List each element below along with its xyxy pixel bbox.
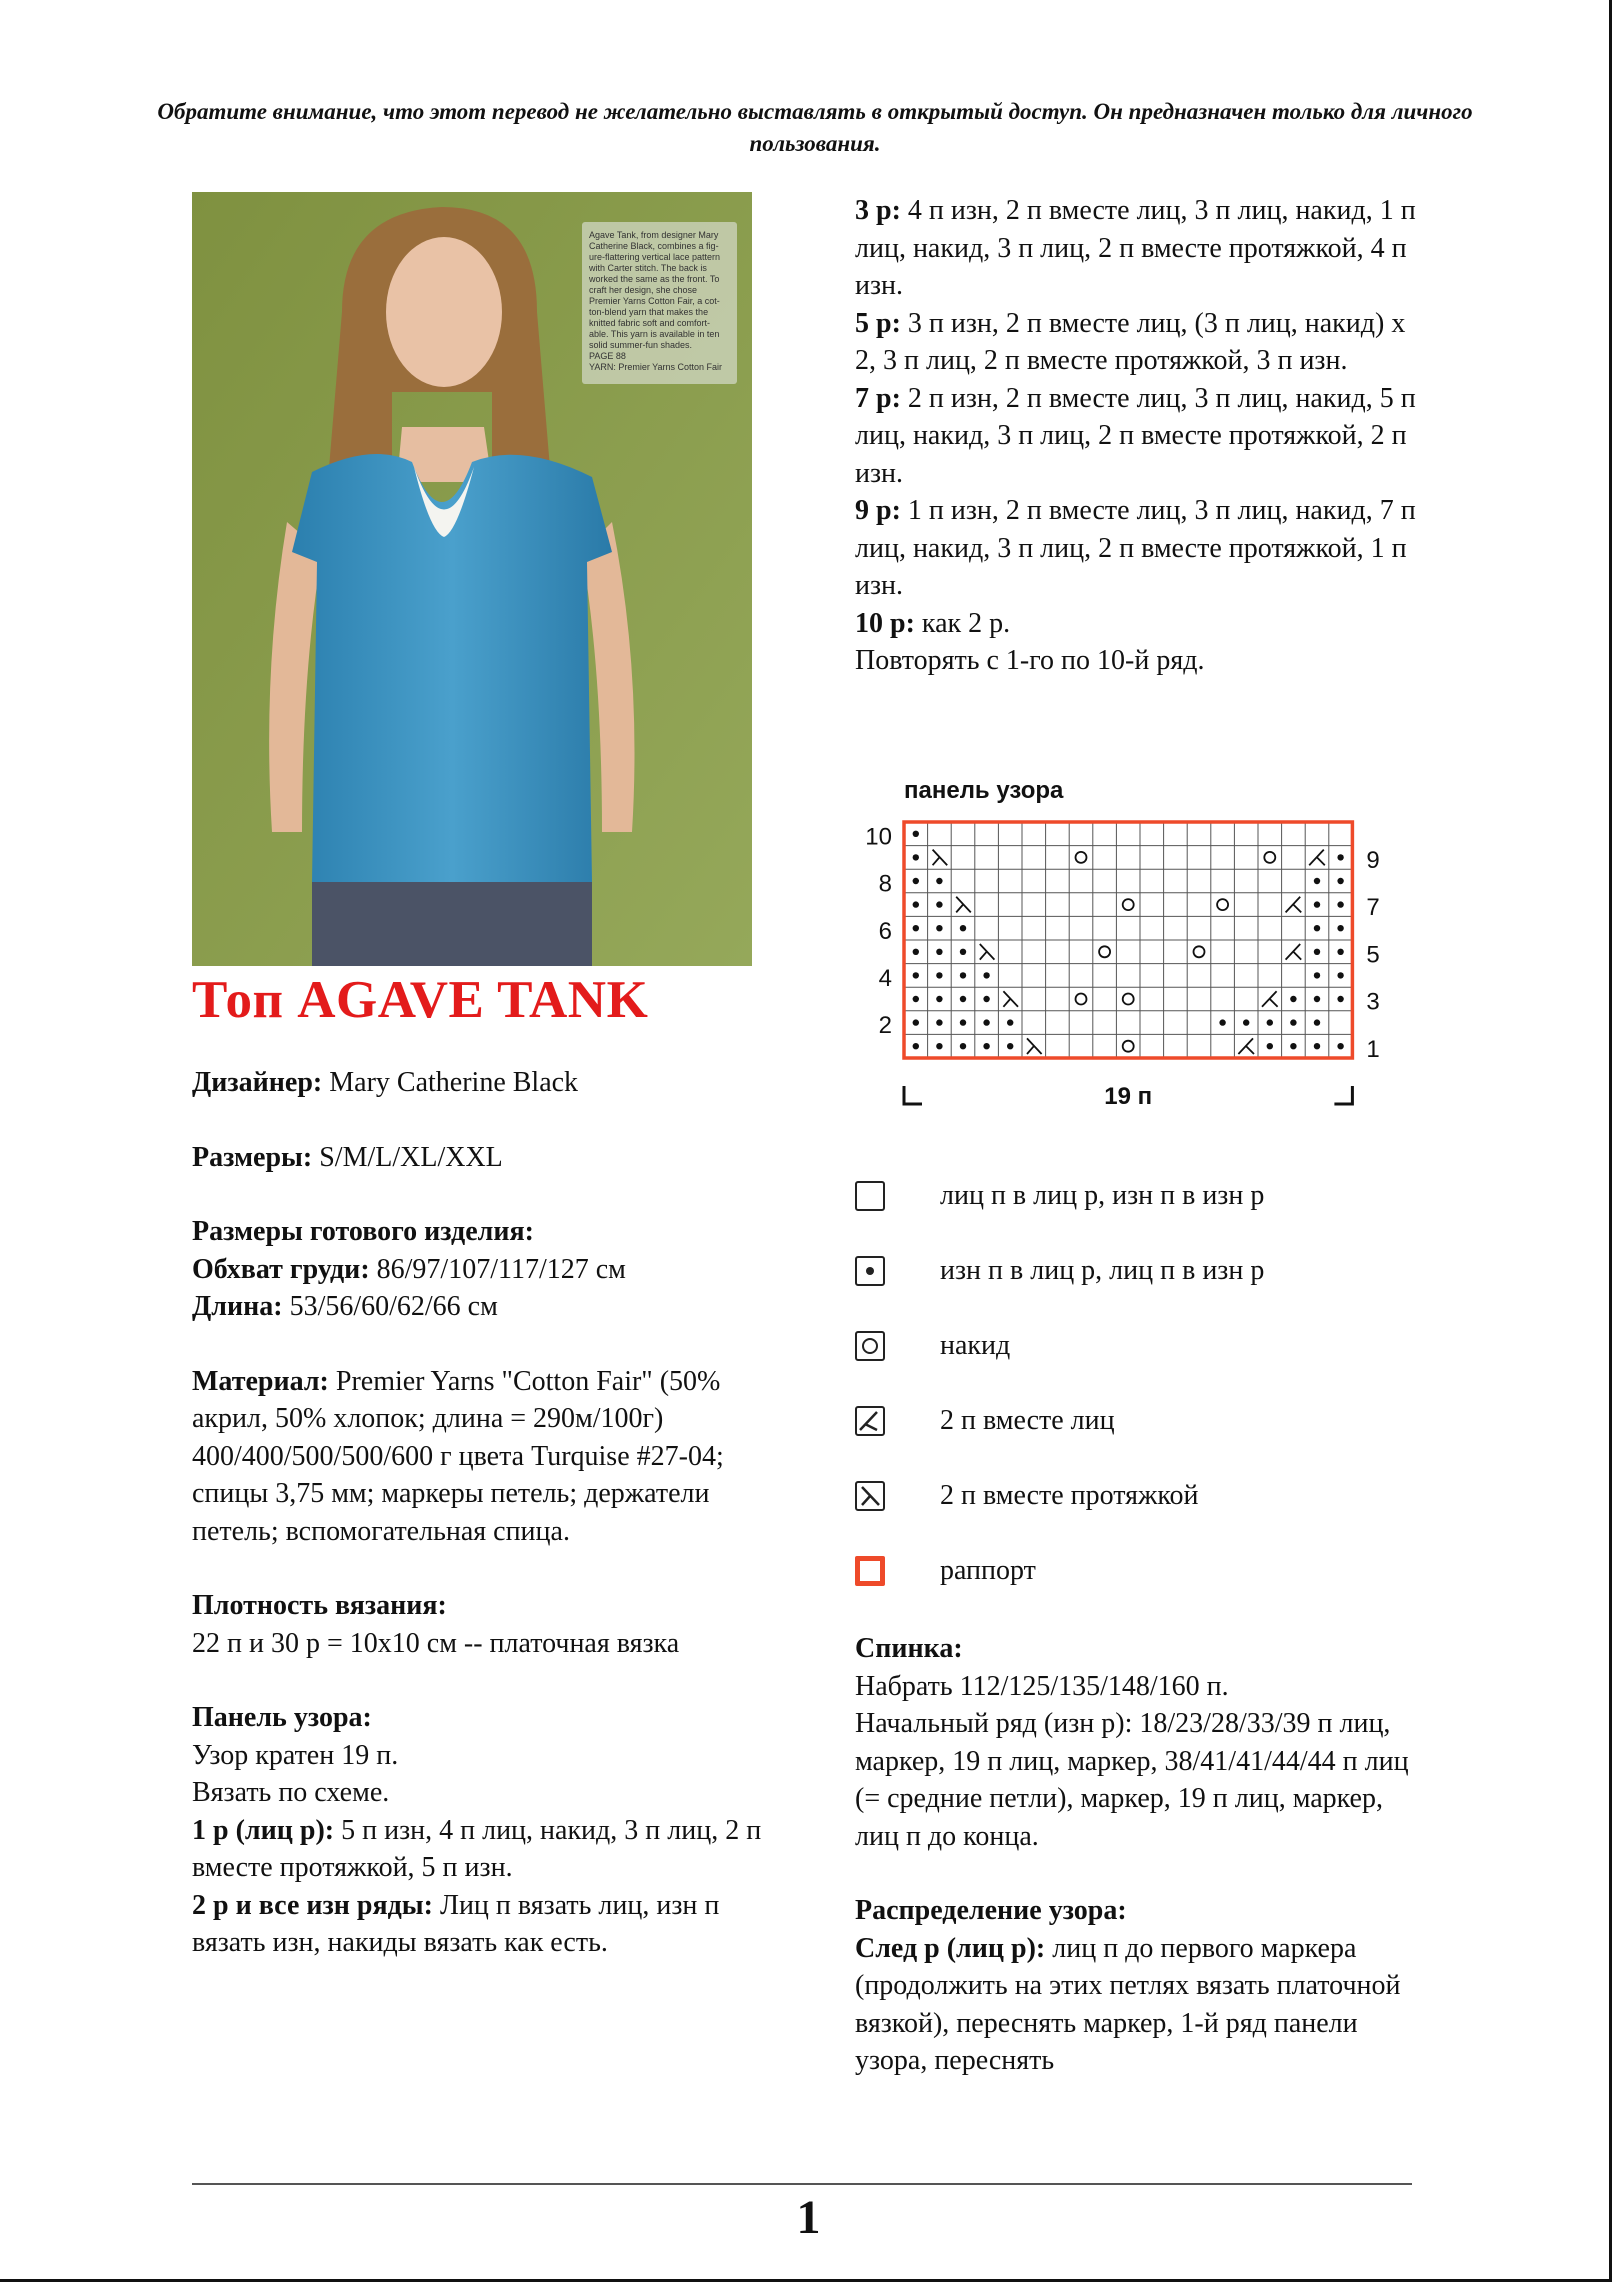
photo-caption-line: with Carter stitch. The back is [589, 263, 707, 273]
row7-value: 2 п изн, 2 п вместе лиц, 3 п лиц, накид, 5 п лиц, накид, 3 п лиц, 2 п вместе протяжкой, 2 п изн. [855, 382, 1416, 489]
purl-dot [1314, 878, 1320, 884]
purl-dot [1337, 901, 1343, 907]
legend-text: изн п в лиц р, лиц п в изн р [940, 1255, 1265, 1286]
purl-dot [1314, 996, 1320, 1002]
distribution-value: лиц п до первого маркера (продолжить на этих петлях вязать платочной вязкой), переснять маркер, 1-й ряд панели узора, переснять [855, 1932, 1401, 2076]
purl-dot [913, 972, 919, 978]
purl-dot [1314, 1019, 1320, 1025]
photo-illustration [192, 192, 752, 966]
k2tog-icon [855, 1406, 885, 1436]
purl-dot [1290, 1019, 1296, 1025]
sizes-value: S/M/L/XL/XXL [312, 1141, 503, 1173]
row2-value: Лиц п вязать лиц, изн п вязать изн, накиды вязать как есть. [192, 1889, 720, 1958]
purl-dot [983, 1043, 989, 1049]
row10-label: 10 р: [855, 607, 915, 639]
purl-dot [1243, 1019, 1249, 1025]
row-label: 1 [1366, 1035, 1380, 1063]
page-number: 1 [796, 2191, 821, 2244]
purl-dot [1337, 1043, 1343, 1049]
legend-text: лиц п в лиц р, изн п в изн р [940, 1180, 1265, 1211]
purl-dot [1314, 972, 1320, 978]
k2tog-mark [1286, 944, 1302, 960]
designer-label: Дизайнер: [192, 1067, 323, 1098]
purl-dot [1267, 1043, 1273, 1049]
designer-value: Mary Catherine Black [322, 1067, 579, 1098]
purl-dot [913, 949, 919, 955]
repeat-instruction: Повторять с 1-го по 10-й ряд. [855, 645, 1205, 676]
page-title: Топ AGAVE TANK [192, 971, 649, 1029]
purl-dot [1337, 949, 1343, 955]
photo-caption-line: ton-blend yarn that makes the [589, 307, 709, 317]
row5-value: 3 п изн, 2 п вместе лиц, (3 п лиц, накид) х 2, 3 п лиц, 2 п вместе протяжкой, 3 п изн. [855, 307, 1406, 376]
panel-heading: Панель узора: [192, 1702, 372, 1733]
row1-value: 5 п изн, 4 п лиц, накид, 3 п лиц, 2 п вместе протяжкой, 5 п изн. [192, 1814, 762, 1883]
dot-square-icon [855, 1256, 885, 1286]
purl-dot [913, 925, 919, 931]
purl-dot [1314, 1043, 1320, 1049]
photo-caption-line: Agave Tank, from designer Mary [589, 230, 719, 240]
photo-caption-line: worked the same as the front. To [589, 274, 720, 284]
yarnover-mark [1123, 1041, 1134, 1052]
row-label: 7 [1366, 894, 1380, 922]
legend-text: 2 п вместе лиц [940, 1405, 1115, 1436]
k2tog-mark [1309, 850, 1325, 866]
legend-text: 2 п вместе протяжкой [940, 1480, 1199, 1511]
row9-label: 9 р: [855, 495, 901, 526]
row-label: 8 [878, 870, 892, 898]
yarnover-mark [1123, 899, 1134, 910]
k2tog-mark [1286, 897, 1302, 913]
purl-dot [983, 972, 989, 978]
purl-dot [913, 1019, 919, 1025]
purl-dot [960, 1019, 966, 1025]
ssk-mark [980, 944, 995, 960]
photo-caption-line: Premier Yarns Cotton Fair, a cot- [589, 296, 720, 306]
row9-value: 1 п изн, 2 п вместе лиц, 3 п лиц, накид, 7 п лиц, накид, 3 п лиц, 2 п вместе протяжкой, 1 п изн. [855, 495, 1416, 601]
purl-dot [1337, 972, 1343, 978]
row2-label: 2 р и все изн ряды: [192, 1889, 433, 1921]
row-label: 10 [865, 823, 892, 851]
row-label: 5 [1366, 941, 1380, 969]
right-column-bottom [855, 1630, 1425, 2080]
width-bracket-left [904, 1086, 922, 1104]
purl-dot [913, 878, 919, 884]
purl-dot [1290, 996, 1296, 1002]
purl-dot [1267, 1019, 1273, 1025]
purl-dot [936, 949, 942, 955]
gauge-value: 22 п и 30 р = 10х10 см -- платочная вязка [192, 1627, 680, 1659]
row-label: 4 [878, 965, 892, 993]
purl-dot [1007, 1019, 1013, 1025]
yarnover-mark [1217, 899, 1228, 910]
row5-label: 5 р: [855, 307, 901, 339]
right-column-top [855, 192, 1425, 680]
purl-dot [1290, 1043, 1296, 1049]
purl-dot [983, 996, 989, 1002]
yarnover-mark [1099, 946, 1110, 957]
photo-caption-line: PAGE 88 [589, 351, 626, 361]
legend-text: раппорт [940, 1555, 1036, 1586]
purl-dot [960, 972, 966, 978]
circle-square-icon [855, 1331, 885, 1361]
length-label: Длина: [192, 1291, 283, 1322]
bust-value: 86/97/107/117/127 см [369, 1253, 626, 1285]
k2tog-mark [1238, 1038, 1254, 1054]
purl-dot [1337, 878, 1343, 884]
panel-line-1: Узор кратен 19 п. [192, 1739, 399, 1771]
k2tog-mark [1262, 991, 1278, 1007]
purl-dot [960, 1043, 966, 1049]
width-label: 19 п [1104, 1083, 1153, 1110]
length-value: 53/56/60/62/66 см [282, 1291, 498, 1322]
gauge-heading: Плотность вязания: [192, 1590, 447, 1621]
row-label: 3 [1366, 988, 1380, 1016]
width-bracket-right [1334, 1086, 1352, 1104]
purl-dot [913, 854, 919, 860]
photo-caption-line: craft her design, she chose [589, 285, 698, 295]
yarnover-mark [1123, 994, 1134, 1005]
model-photo [192, 192, 752, 966]
left-column [192, 1064, 772, 1962]
back-heading: Спинка: [855, 1633, 963, 1664]
purl-dot [936, 925, 942, 931]
purl-dot [960, 996, 966, 1002]
material-label: Материал: [192, 1365, 329, 1397]
purl-dot [936, 901, 942, 907]
ssk-mark [1003, 991, 1018, 1007]
purl-dot [1314, 949, 1320, 955]
row3-value: 4 п изн, 2 п вместе лиц, 3 п лиц, накид, 1 п лиц, накид, 3 п лиц, 2 п вместе протяжкой, 4 п изн. [855, 195, 1416, 301]
yarnover-mark [1194, 946, 1205, 957]
row-label: 2 [878, 1012, 892, 1040]
purl-dot [1314, 925, 1320, 931]
ssk-mark [1027, 1038, 1042, 1054]
bust-label: Обхват груди: [192, 1253, 370, 1285]
sizes-label: Размеры: [192, 1141, 313, 1173]
row3-label: 3 р: [855, 195, 901, 226]
photo-caption-line: ure-flattering vertical lace pattern [589, 252, 721, 262]
material-value: Premier Yarns "Cotton Fair" (50% акрил, 50% хлопок; длина = 290м/100г) 400/400/500/500/600 г цвета Turquise #27-04; спицы 3,75 мм; маркеры петель; держатели петель; вспомогательная спица. [192, 1365, 724, 1547]
purl-dot [913, 1043, 919, 1049]
purl-dot [1219, 1019, 1225, 1025]
photo-caption-line: able. This yarn is available in ten [589, 329, 720, 339]
yarnover-mark [1076, 852, 1087, 863]
purl-dot [913, 996, 919, 1002]
purl-dot [1337, 925, 1343, 931]
distribution-heading: Распределение узора: [855, 1895, 1127, 1926]
purl-dot [913, 901, 919, 907]
purl-dot [1007, 1043, 1013, 1049]
copyright-notice: Обратите внимание, что этот перевод не желательно выставлять в открытый доступ. Он предназначен только для личного пользования. [157, 99, 1473, 156]
repeat-box-icon [855, 1556, 885, 1586]
panel-line-2: Вязать по схеме. [192, 1777, 390, 1808]
ssk-icon [855, 1481, 885, 1511]
pattern-chart [840, 765, 1420, 1115]
purl-dot [936, 878, 942, 884]
row-label: 9 [1366, 847, 1380, 875]
purl-dot [936, 972, 942, 978]
photo-caption-line: knitted fabric soft and comfort- [589, 318, 711, 328]
purl-dot [936, 1019, 942, 1025]
chart-title: панель узора [904, 777, 1064, 804]
purl-dot [960, 925, 966, 931]
purl-dot [936, 1043, 942, 1049]
row10-value: как 2 р. [914, 607, 1011, 639]
yarnover-mark [1076, 994, 1087, 1005]
empty-square-icon [855, 1181, 885, 1211]
legend-text: накид [940, 1330, 1011, 1361]
purl-dot [936, 996, 942, 1002]
footer-rule [192, 2183, 1412, 2185]
yarnover-mark [1264, 852, 1275, 863]
photo-caption-line: solid summer-fun shades. [589, 340, 693, 350]
purl-dot [1314, 901, 1320, 907]
distribution-label: След р (лиц р): [855, 1932, 1046, 1964]
finished-sizes-heading: Размеры готового изделия: [192, 1216, 534, 1247]
purl-dot [1337, 996, 1343, 1002]
photo-caption-line: Catherine Black, combines a fig- [589, 241, 719, 251]
ssk-mark [933, 850, 948, 866]
purl-dot [960, 949, 966, 955]
row-label: 6 [878, 917, 892, 945]
row7-label: 7 р: [855, 382, 901, 414]
ssk-mark [956, 897, 971, 913]
purl-dot [913, 831, 919, 837]
back-line-1: Набрать 112/125/135/148/160 п. [855, 1670, 1229, 1702]
purl-dot [983, 1019, 989, 1025]
row1-label: 1 р (лиц р): [192, 1814, 335, 1846]
back-line-2: Начальный ряд (изн р): 18/23/28/33/39 п лиц, маркер, 19 п лиц, маркер, 38/41/41/44/44 п лиц (= средние петли), маркер, 19 п лиц, маркер, лиц п до конца. [855, 1708, 1409, 1852]
purl-dot [1337, 854, 1343, 860]
photo-caption-line: YARN: Premier Yarns Cotton Fair [589, 362, 723, 372]
